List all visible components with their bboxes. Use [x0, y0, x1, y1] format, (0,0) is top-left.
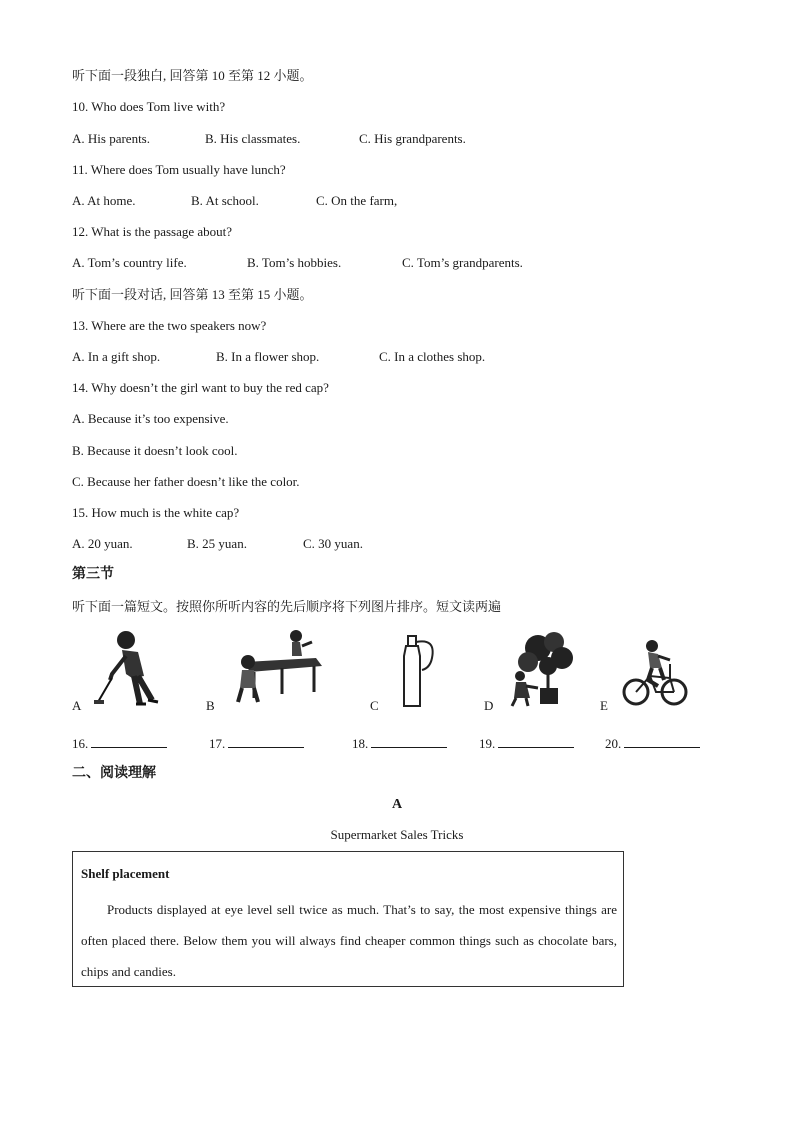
option: A. 20 yuan. — [72, 536, 133, 551]
blank-number: 18. — [352, 736, 369, 751]
option: B. His classmates. — [205, 131, 301, 146]
bottle-icon — [398, 634, 442, 710]
option: B. Tom’s hobbies. — [247, 255, 342, 270]
question-12: 12. What is the passage about? — [72, 224, 233, 239]
option: B. 25 yuan. — [187, 536, 247, 551]
picture-label-d: D — [484, 698, 494, 713]
part3-instruction: 听下面一篇短文。按照你所听内容的先后顺序将下列图片排序。短文读两遍 — [72, 599, 502, 614]
blank-number: 16. — [72, 736, 89, 751]
answer-blank-19[interactable] — [479, 735, 574, 752]
answer-blank-16[interactable] — [72, 735, 167, 752]
box-text — [81, 894, 617, 987]
reading-section-title: 二、阅读理解 — [72, 766, 156, 781]
part3-title: 第三节 — [72, 567, 114, 582]
question-15: 15. How much is the white cap? — [72, 505, 240, 520]
option: A. In a gift shop. — [72, 349, 161, 364]
picture-label-e: E — [600, 698, 608, 713]
question-11: 11. Where does Tom usually have lunch? — [72, 162, 286, 177]
option: C. 30 yuan. — [303, 536, 363, 551]
golfer-icon — [92, 628, 164, 710]
passage-letter: A — [391, 797, 403, 812]
options-11 — [72, 193, 397, 209]
option: C. His grandparents. — [359, 131, 466, 146]
options-12 — [72, 255, 523, 271]
option-14a: A. Because it’s too expensive. — [72, 411, 229, 426]
option-14c: C. Because her father doesn’t like the color. — [72, 474, 300, 489]
question-14: 14. Why doesn’t the girl want to buy the red cap? — [72, 380, 329, 395]
option: A. At home. — [72, 193, 136, 208]
table-tennis-icon — [232, 628, 324, 706]
cyclist-icon — [620, 638, 690, 708]
listening-intro-1: 听下面一段独白, 回答第 10 至第 12 小题。 — [72, 68, 313, 83]
options-10 — [72, 131, 466, 147]
listening-intro-2: 听下面一段对话, 回答第 13 至第 15 小题。 — [72, 287, 313, 302]
answer-blank-18[interactable] — [352, 735, 447, 752]
option: B. In a flower shop. — [216, 349, 320, 364]
option: C. Tom’s grandparents. — [402, 255, 523, 270]
blank-number: 20. — [605, 736, 622, 751]
option: C. On the farm, — [316, 193, 398, 208]
option: A. His parents. — [72, 131, 150, 146]
answer-blank-20[interactable] — [605, 735, 700, 752]
option: C. In a clothes shop. — [379, 349, 486, 364]
answer-blank-17[interactable] — [209, 735, 304, 752]
gardening-icon — [508, 630, 580, 708]
picture-label-c: C — [370, 698, 379, 713]
options-15 — [72, 536, 363, 552]
option: A. Tom’s country life. — [72, 255, 187, 270]
options-13 — [72, 349, 485, 365]
blank-line[interactable] — [91, 735, 167, 748]
blank-line[interactable] — [498, 735, 574, 748]
box-title: Shelf placement — [81, 866, 170, 881]
box-paragraph: Products displayed at eye level sell twice as much. That’s to say, the most expensive things are often placed there. Below them you will always find cheaper common things such as chocolate bars, chips and candies. — [81, 902, 617, 979]
picture-label-b: B — [206, 698, 215, 713]
blank-line[interactable] — [371, 735, 447, 748]
option: B. At school. — [191, 193, 259, 208]
question-10: 10. Who does Tom live with? — [72, 99, 226, 114]
question-13: 13. Where are the two speakers now? — [72, 318, 267, 333]
blank-number: 19. — [479, 736, 496, 751]
blank-number: 17. — [209, 736, 226, 751]
passage-title: Supermarket Sales Tricks — [330, 827, 464, 842]
blank-line[interactable] — [228, 735, 304, 748]
picture-label-a: A — [72, 698, 82, 713]
option-14b: B. Because it doesn’t look cool. — [72, 443, 238, 458]
passage-box — [72, 851, 624, 987]
blank-line[interactable] — [624, 735, 700, 748]
